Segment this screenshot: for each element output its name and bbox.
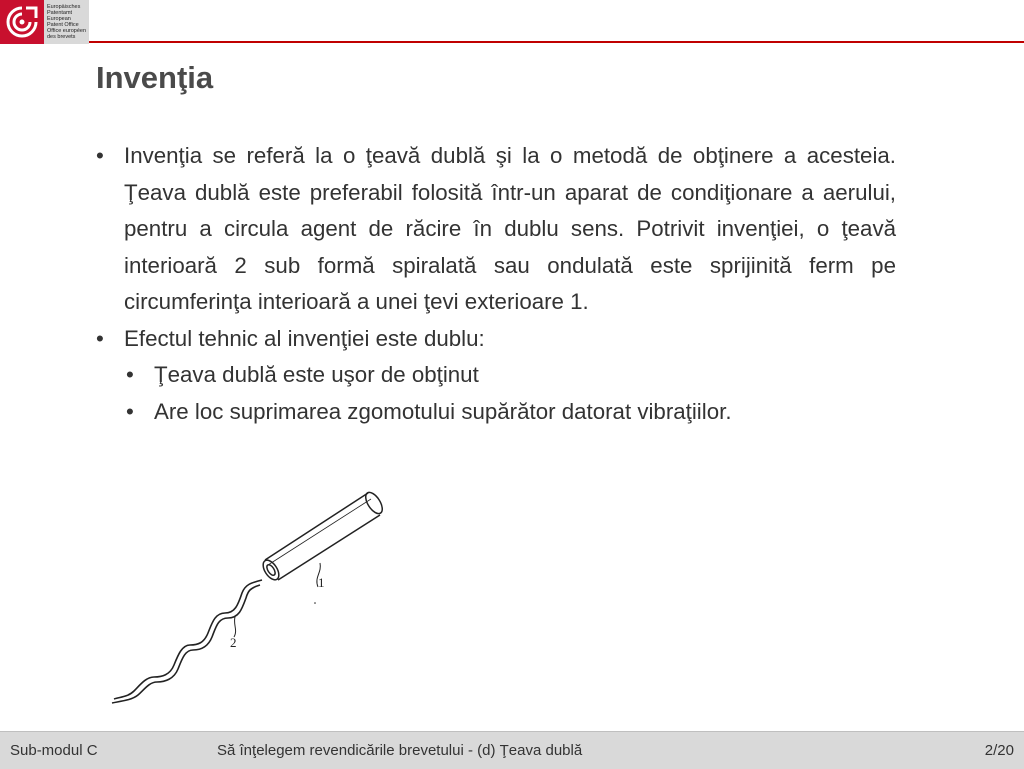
bullet-technical-effect: • Efectul tehnic al invenţiei este dublu: — [96, 321, 896, 358]
logo-text: Europäisches Patentamt European Patent Office Office européen des brevets — [47, 4, 87, 40]
inner-spiral-pipe-drawing — [112, 580, 262, 703]
footer — [0, 731, 1024, 769]
outer-pipe-drawing — [260, 490, 386, 583]
label-outer-pipe: 1 — [318, 575, 325, 590]
bullet-invention-description: • Invenţia se referă la o ţeavă dublă şi la o metodă de obţinere a acesteia. Ţeava dublă este preferabil folosită într-un aparat de condiţionare a aerului, pentru a circula agent de răcire în dublu sens. Potrivit invenţiei, o ţeavă interioară 2 sub formă spiralată sau ondulată este sprijinită ferm pe circumferinţa interioară a unei ţevi exterioare 1. — [96, 138, 896, 321]
bullet-list — [96, 138, 896, 430]
header-divider — [89, 41, 1024, 43]
sub-bullet-easy-to-obtain: • Ţeava dublă este uşor de obţinut — [96, 357, 896, 394]
label-inner-pipe: 2 — [230, 635, 237, 650]
sub-bullet-noise-suppression: • Are loc suprimarea zgomotului supărător datorat vibraţiilor. — [96, 394, 896, 431]
page-number: 2/20 — [984, 742, 1014, 759]
footer-module: Sub-modul C — [10, 742, 98, 759]
footer-title: Să înţelegem revendicările brevetului - (d) Ţeava dublă — [217, 742, 583, 759]
epo-logo-icon — [0, 0, 44, 44]
double-pipe-figure — [100, 485, 400, 705]
epo-logo — [0, 0, 89, 44]
slide-title: Invenţia — [96, 60, 214, 95]
